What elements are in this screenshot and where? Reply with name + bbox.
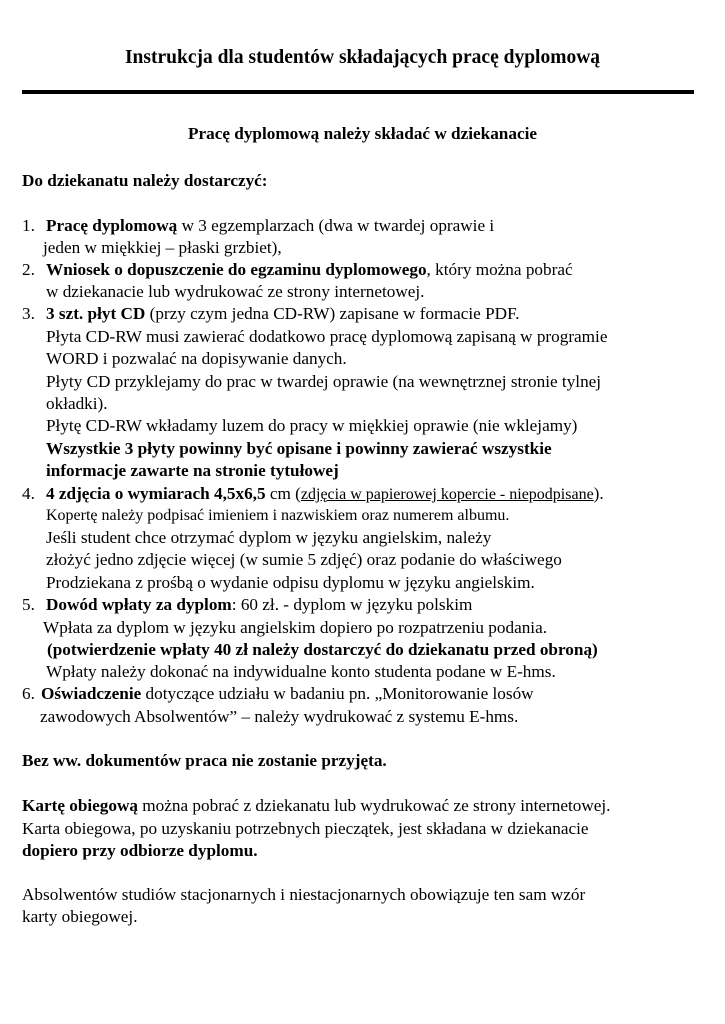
- item-number: 6.: [22, 684, 35, 703]
- karta-bold-label: Kartę obiegową: [22, 796, 138, 815]
- item-text-line: okładki).: [46, 394, 108, 413]
- list-item-6: [22, 683, 534, 705]
- item-text-line: Płyta CD-RW musi zawierać dodatkowo pracę dyplomową zapisaną w programie: [46, 327, 608, 346]
- item-bold-label: Pracę dyplomową: [46, 216, 178, 235]
- list-item-4: [22, 483, 604, 506]
- item-bold-label: Wniosek o dopuszczenie do egzaminu dyplomowego: [46, 260, 427, 279]
- item-text-line: Wpłaty należy dokonać na indywidualne konto studenta podane w E-hms.: [46, 662, 556, 681]
- item-text-line: jeden w miękkiej – płaski grzbiet),: [43, 238, 282, 257]
- karta-bold-line: dopiero przy odbiorze dyplomu.: [22, 841, 258, 860]
- item-number: 5.: [22, 595, 35, 614]
- item-text-line: Jeśli student chce otrzymać dyplom w języku angielskim, należy: [46, 528, 492, 547]
- item-number: 3.: [22, 304, 35, 323]
- intro-heading: Do dziekanatu należy dostarczyć:: [22, 171, 268, 190]
- item-text-line: Płyty CD przyklejamy do prac w twardej oprawie (na wewnętrznej stronie tylnej: [46, 372, 602, 391]
- absolwenci-text-line: karty obiegowej.: [22, 907, 138, 926]
- item-bold-label: 4 zdjęcia o wymiarach 4,5x6,5: [46, 484, 266, 503]
- item-text-line: Płytę CD-RW wkładamy luzem do pracy w miękkiej oprawie (nie wklejamy): [46, 416, 578, 435]
- item-bold-label: 3 szt. płyt CD: [46, 304, 146, 323]
- warning-note: Bez ww. dokumentów praca nie zostanie przyjęta.: [22, 751, 387, 770]
- list-item-3: [22, 303, 520, 325]
- item-text-line: złożyć jedno zdjęcie więcej (w sumie 5 zdjęć) oraz podanie do właściwego: [46, 550, 562, 569]
- subtitle: Pracę dyplomową należy składać w dziekanacie: [188, 124, 537, 143]
- karta-text: można pobrać z dziekanatu lub wydrukować ze strony internetowej.: [138, 796, 611, 815]
- item-bold-label: Dowód wpłaty za dyplom: [46, 595, 232, 614]
- list-item-2: [22, 259, 573, 281]
- item-text-line: Wpłata za dyplom w języku angielskim dopiero po rozpatrzeniu podania.: [43, 618, 548, 637]
- item-text: dotyczące udziału w badaniu pn. „Monitorowanie losów: [141, 684, 534, 703]
- item-text-line: Prodziekana z prośbą o wydanie odpisu dyplomu w języku angielskim.: [46, 573, 535, 592]
- item-number: 2.: [22, 260, 35, 279]
- item-bold-line: Wszystkie 3 płyty powinny być opisane i powinny zawierać wszystkie: [46, 439, 552, 458]
- item-number: 4.: [22, 484, 35, 503]
- list-item-5: [22, 594, 472, 616]
- karta-paragraph: [22, 795, 610, 817]
- item-text: ).: [593, 484, 604, 503]
- item-text-line: WORD i pozwalać na dopisywanie danych.: [46, 349, 347, 368]
- absolwenci-paragraph: Absolwentów studiów stacjonarnych i niestacjonarnych obowiązuje ten sam wzór: [22, 885, 586, 904]
- item-text: , który można pobrać: [426, 260, 573, 279]
- item-text-line: Kopertę należy podpisać imieniem i nazwiskiem oraz numerem albumu.: [46, 507, 510, 524]
- item-number: 1.: [22, 216, 35, 235]
- item-bold-label: Oświadczenie: [41, 684, 142, 703]
- item-text: w 3 egzemplarzach (dwa w twardej oprawie i: [177, 216, 495, 235]
- item-text: : 60 zł. - dyplom w języku polskim: [231, 595, 473, 614]
- item-bold-line: (potwierdzenie wpłaty 40 zł należy dostarczyć do dziekanatu przed obroną): [47, 640, 598, 659]
- item-text-line: w dziekanacie lub wydrukować ze strony internetowej.: [46, 282, 425, 301]
- item-text-line: zawodowych Absolwentów” – należy wydrukować z systemu E-hms.: [40, 707, 519, 726]
- title-divider: [22, 90, 694, 94]
- item-text: cm (: [265, 484, 301, 503]
- item-bold-line: informacje zawarte na stronie tytułowej: [46, 461, 339, 480]
- list-item-1: [22, 215, 494, 237]
- item-underlined-text: zdjęcia w papierowej kopercie - niepodpisane: [300, 486, 594, 503]
- item-text: (przy czym jedna CD-RW) zapisane w formacie PDF.: [145, 304, 520, 323]
- page-title: Instrukcja dla studentów składających pracę dyplomową: [124, 47, 601, 68]
- karta-text-line: Karta obiegowa, po uzyskaniu potrzebnych pieczątek, jest składana w dziekanacie: [22, 819, 589, 838]
